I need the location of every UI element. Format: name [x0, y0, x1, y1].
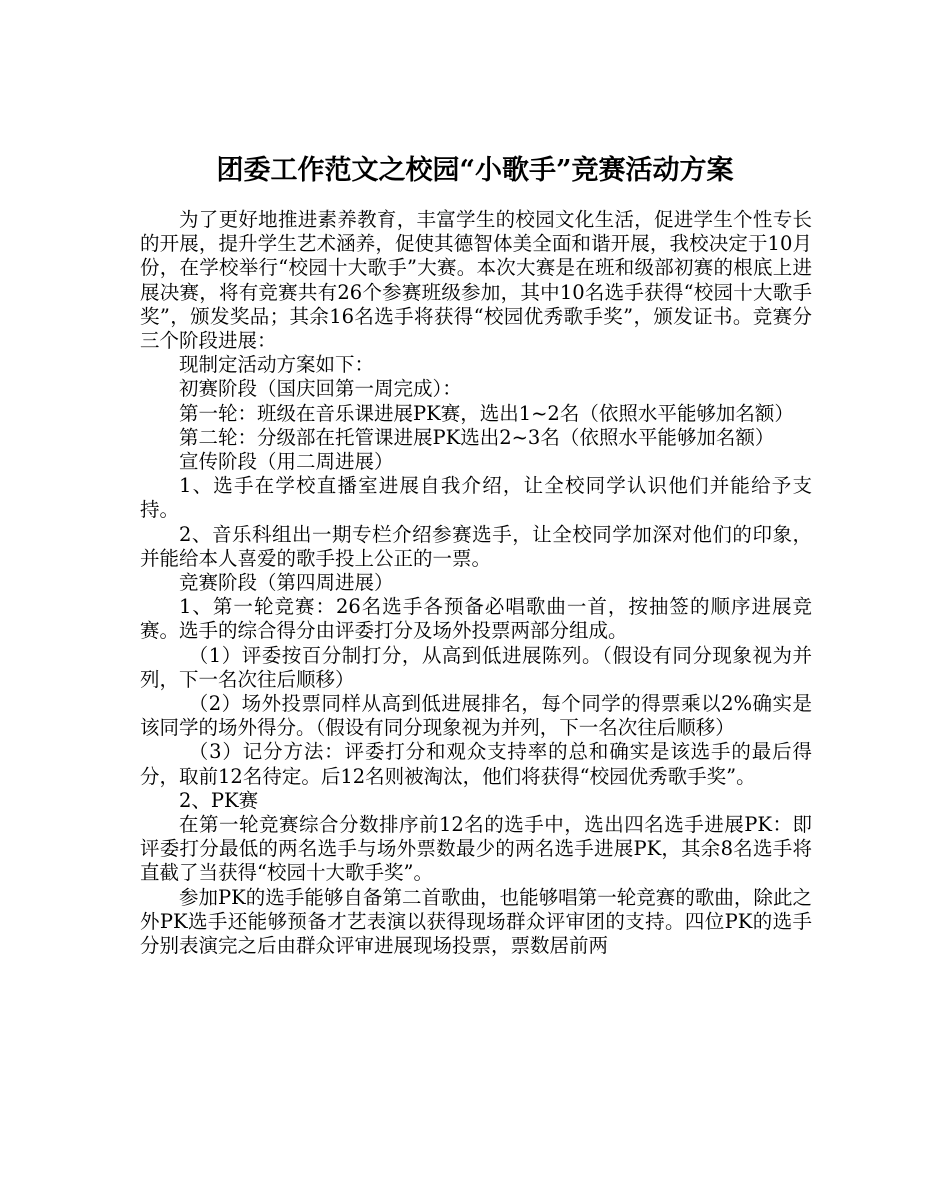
- section-heading-preliminary: 初赛阶段（国庆回第一周完成）：: [179, 377, 462, 401]
- promotion-item-2: 2、音乐科组出一期专栏介绍参赛选手，让全校同学加深对他们的印象，并能给本人喜爱的歌手投上公正的一票。: [140, 522, 812, 570]
- plan-intro-line: 现制定活动方案如下：: [179, 353, 375, 377]
- document-body: [140, 208, 812, 958]
- pk-rules-paragraph: 在第一轮竞赛综合分数排序前12名的选手中，选出四名选手进展PK：即评委打分最低的两名选手与场外票数最少的两名选手进展PK，其余8名选手将直截了当获得“校园十大歌手奖”。: [140, 813, 812, 885]
- competition-item-1: 1、第一轮竞赛：26名选手各预备必唱歌曲一首，按抽签的顺序进展竞赛。选手的综合得分由评委打分及场外投票两部分组成。: [140, 595, 812, 643]
- competition-subitem-1: （1）评委按百分制打分，从高到低进展陈列。（假设有同分现象视为并列，下一名次往后顺移）: [140, 643, 812, 691]
- pk-songs-paragraph: 参加PK的选手能够自备第二首歌曲，也能够唱第一轮竞赛的歌曲，除此之外PK选手还能够预备才艺表演以获得现场群众评审团的支持。四位PK的选手分别表演完之后由群众评审进展现场投票，票数居前两: [140, 885, 812, 958]
- competition-item-2-heading: 2、PK赛: [179, 788, 259, 812]
- competition-subitem-2: （2）场外投票同样从高到低进展排名，每个同学的得票乘以2%确实是该同学的场外得分。（假设有同分现象视为并列，下一名次往后顺移）: [140, 692, 812, 740]
- preliminary-round-two: 第二轮：分级部在托管课进展PK选出2~3名（依照水平能够加名额）: [179, 425, 775, 449]
- competition-subitem-3: （3）记分方法：评委打分和观众支持率的总和确实是该选手的最后得分，取前12名待定。后12名则被淘汰，他们将获得“校园优秀歌手奖”。: [140, 740, 812, 788]
- promotion-item-1: 1、选手在学校直播室进展自我介绍，让全校同学认识他们并能给予支持。: [140, 474, 812, 522]
- intro-paragraph: 为了更好地推进素养教育，丰富学生的校园文化生活，促进学生个性专长的开展，提升学生艺术涵养，促使其德智体美全面和谐开展，我校决定于10月份，在学校举行“校园十大歌手”大赛。本次大赛是在班和级部初赛的根底上进展决赛，将有竞赛共有26个参赛班级参加，其中10名选手获得“校园十大歌手奖”，颁发奖品；其余16名选手将获得“校园优秀歌手奖”，颁发证书。竞赛分三个阶段进展：: [140, 208, 812, 353]
- preliminary-round-one: 第一轮：班级在音乐课进展PK赛，选出1~2名（依照水平能够加名额）: [179, 401, 794, 425]
- section-heading-promotion: 宣传阶段（用二周进展）: [179, 450, 394, 474]
- section-heading-competition: 竞赛阶段（第四周进展）: [179, 571, 394, 595]
- document-title: 团委工作范文之校园“小歌手”竞赛活动方案: [216, 155, 734, 187]
